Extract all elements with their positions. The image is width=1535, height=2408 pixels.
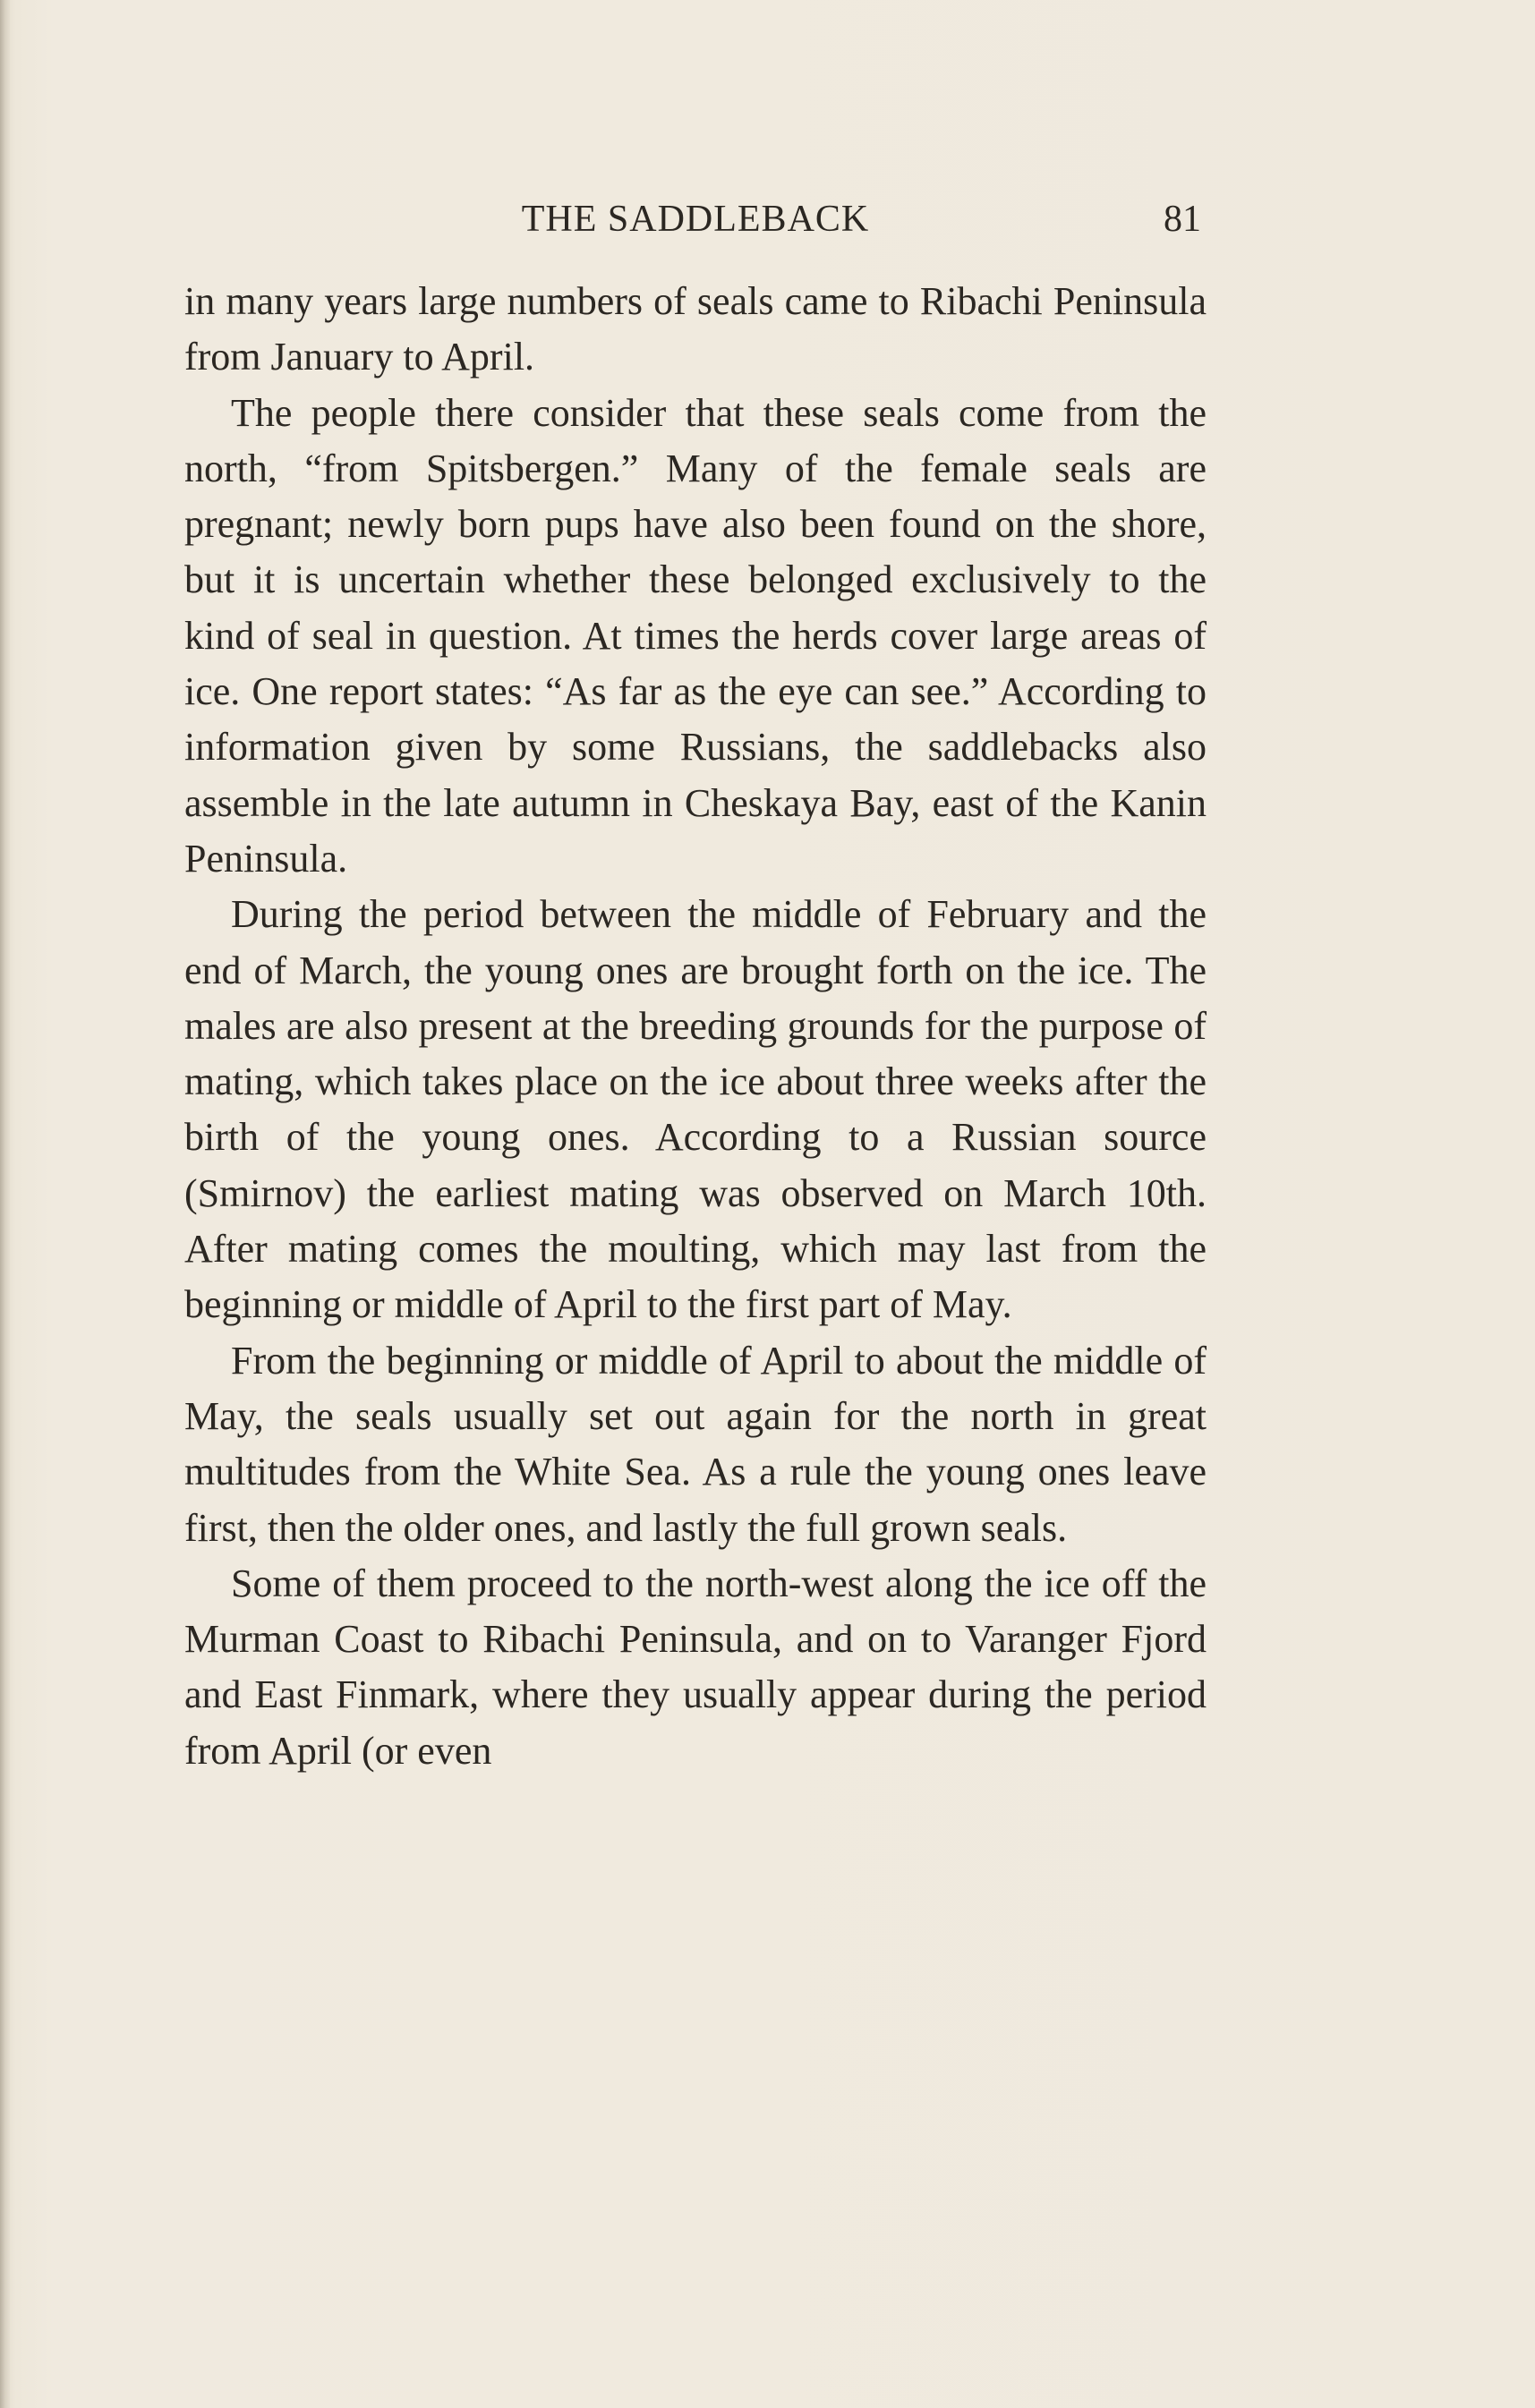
paragraph: From the beginning or middle of April to about the middle of May, the seals usually set out again for the north in great multitudes from the White Sea. As a rule the young ones leave first, then the older ones, and lastly the full grown seals. — [184, 1338, 1207, 1550]
page-number: 81 — [1164, 199, 1201, 240]
body-text — [184, 274, 1207, 1779]
paragraph: Some of them proceed to the north-west along the ice off the Murman Coast to Ribachi Peninsula, and on to Varanger Fjord and East Finmark, where they usually appear during the period from April (or even — [184, 1561, 1207, 1773]
running-title: THE SADDLEBACK — [521, 199, 870, 240]
page-edge-shadow — [0, 0, 11, 2408]
paragraph: During the period between the middle of February and the end of March, the young ones are brought forth on the ice. The males are also present at the breeding grounds for the purpose of mating, which takes place on the ice about three weeks after the birth of the young ones. According to a Russian source (Smirnov) the earliest mating was observed on March 10th. After mating comes the moulting, which may last from the beginning or middle of April to the first part of May. — [184, 892, 1207, 1327]
paragraph: The people there consider that these seals come from the north, “from Spitsbergen.” Many of the female seals are pregnant; newly born pups have also been found on the shore, but it is uncertain whether these belonged exclusively to the kind of seal in question. At times the herds cover large areas of ice. One report states: “As far as the eye can see.” According to information given by some Russians, the saddlebacks also assemble in the late autumn in Cheskaya Bay, east of the Kanin Peninsula. — [184, 390, 1207, 881]
paragraph-continued: in many years large numbers of seals came to Ribachi Peninsula from January to April. — [184, 279, 1207, 379]
running-header — [184, 191, 1207, 247]
